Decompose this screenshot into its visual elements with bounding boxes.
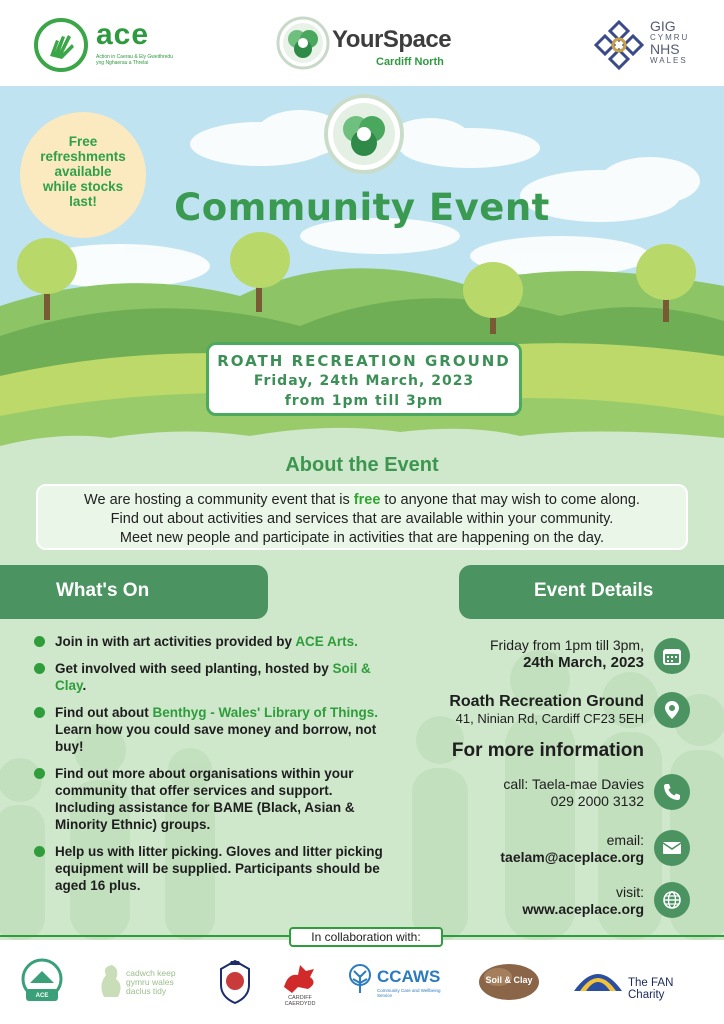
- refreshments-line: last!: [69, 194, 97, 209]
- free-highlight: free: [353, 492, 381, 508]
- ace-subtitle: Action in Caerau & Ely Gweithredu yng Nghaerau a Threlai: [96, 54, 173, 66]
- hero-banner: [0, 86, 724, 486]
- email-label: email:: [606, 832, 644, 848]
- venue-box: [206, 342, 522, 416]
- item-text: Find out about: [55, 705, 153, 720]
- phone-icon: [654, 774, 690, 810]
- phone-number: 029 2000 3132: [550, 793, 644, 809]
- whats-on-list: [34, 633, 384, 904]
- contact-website: [522, 884, 644, 918]
- about-line-1: [38, 491, 686, 510]
- contact-email: [500, 832, 644, 866]
- list-item: [34, 765, 384, 833]
- list-item: [34, 704, 384, 755]
- contact-call: [503, 776, 644, 810]
- website-link[interactable]: www.aceplace.org: [522, 901, 644, 917]
- about-line-1-start: We are hosting a community event that is: [84, 492, 354, 508]
- event-date: Friday, 24th March, 2023: [253, 373, 475, 389]
- partners-footer: [0, 947, 724, 1024]
- about-box: [36, 484, 688, 550]
- about-line-3: Meet new people and participate in activities that are happening on the day.: [119, 530, 605, 546]
- nhs-line-wales: WALES: [650, 56, 688, 65]
- knot-icon: [592, 18, 646, 72]
- bullet-icon: [34, 663, 45, 674]
- event-where: [449, 692, 644, 727]
- email-icon: [654, 830, 690, 866]
- event-details-heading: Event Details: [459, 565, 724, 619]
- list-item: [34, 660, 384, 694]
- email-address[interactable]: taelam@aceplace.org: [500, 849, 644, 865]
- ccaws-logo: [345, 957, 449, 1007]
- bullet-icon: [34, 768, 45, 779]
- police-logo: [215, 957, 255, 1007]
- ccaws-name: CCAWS: [377, 967, 441, 986]
- calendar-icon: [654, 638, 690, 674]
- kwt-label: cadwch keep gymru wales daclus tidy: [126, 968, 176, 996]
- item-text: Get involved with seed planting, hosted by: [55, 661, 333, 676]
- yourspace-location: Cardiff North: [376, 56, 444, 68]
- yourspace-logo: [276, 16, 456, 74]
- item-text: Help us with litter picking. Gloves and litter picking equipment will be supplied. Participants should be aged 16 plus.: [55, 844, 383, 893]
- refreshments-line: Free: [68, 134, 98, 149]
- header: [0, 0, 724, 88]
- ace-logo: [34, 16, 174, 74]
- when-line-2: 24th March, 2023: [523, 654, 644, 671]
- collaboration-label: In collaboration with:: [289, 927, 443, 947]
- item-text-end: .: [82, 678, 87, 693]
- about-heading: About the Event: [285, 454, 439, 476]
- nhs-wales-logo: [592, 18, 704, 74]
- venue-name: ROATH RECREATION GROUND: [217, 352, 511, 370]
- item-highlight: ACE Arts.: [295, 634, 358, 649]
- location-pin-icon: [654, 692, 690, 728]
- item-text: Find out more about organisations within your community that offer services and support. Including assistance for BAME (Black, Asian & Minority Ethnic) groups.: [55, 766, 355, 832]
- yourspace-mark-icon: [276, 16, 330, 70]
- where-line-1: Roath Recreation Ground: [449, 693, 644, 710]
- list-item: [34, 843, 384, 894]
- nhs-wordmark: [650, 20, 689, 66]
- soil-label: Soil & Clay: [485, 975, 533, 985]
- cardiff-council-logo: [278, 957, 322, 1007]
- globe-icon: [654, 882, 690, 918]
- event-title: Community Event: [174, 186, 550, 229]
- ccaws-subtitle: Community Care and Wellbeing Service: [377, 988, 441, 998]
- about-line-1-end: to anyone that may wish to come along.: [380, 492, 640, 508]
- refreshments-line: available: [54, 164, 112, 179]
- more-info-heading: For more information: [451, 740, 644, 761]
- item-text: Join in with art activities provided by: [55, 634, 296, 649]
- call-name: call: Taela-mae Davies: [503, 776, 644, 792]
- event-when: [490, 636, 644, 672]
- item-text-end: Learn how you could save money and borrow, not buy!: [55, 722, 377, 754]
- benthyg-label: ACE: [35, 993, 49, 999]
- soil-and-clay-logo: [478, 957, 540, 1007]
- whats-on-heading: What's On: [0, 565, 268, 619]
- fan-charity-logo: [570, 957, 710, 1007]
- refreshments-line: while stocks: [42, 179, 124, 194]
- about-line-2: Find out about activities and services that are available within your community.: [110, 511, 614, 527]
- bullet-icon: [34, 846, 45, 857]
- bullet-icon: [34, 636, 45, 647]
- yourspace-mark-large-icon: [326, 96, 402, 172]
- bullet-icon: [34, 707, 45, 718]
- list-item: [34, 633, 384, 650]
- cardiff-label: CARDIFF CAERDYDD: [284, 995, 316, 1007]
- fan-label: The FAN Charity: [628, 977, 674, 1001]
- nhs-line-cymru: CYMRU: [650, 33, 690, 42]
- item-highlight: Soil & Clay: [55, 661, 371, 693]
- ace-wordmark: ace: [96, 18, 150, 51]
- where-line-2: 41, Ninian Rd, Cardiff CF23 5EH: [455, 711, 644, 726]
- visit-label: visit:: [616, 884, 644, 900]
- nhs-line-nhs: NHS: [650, 41, 680, 57]
- refreshments-line: refreshments: [40, 149, 126, 164]
- keep-wales-tidy-logo: [96, 957, 190, 1007]
- benthyg-logo: [20, 957, 64, 1007]
- hand-icon: [34, 18, 88, 72]
- event-time: from 1pm till 3pm: [284, 393, 444, 409]
- item-highlight: Benthyg - Wales' Library of Things.: [152, 705, 378, 720]
- when-line-1: Friday from 1pm till 3pm,: [489, 637, 644, 653]
- yourspace-name: YourSpace: [332, 26, 452, 53]
- nhs-line-gig: GIG: [650, 18, 676, 34]
